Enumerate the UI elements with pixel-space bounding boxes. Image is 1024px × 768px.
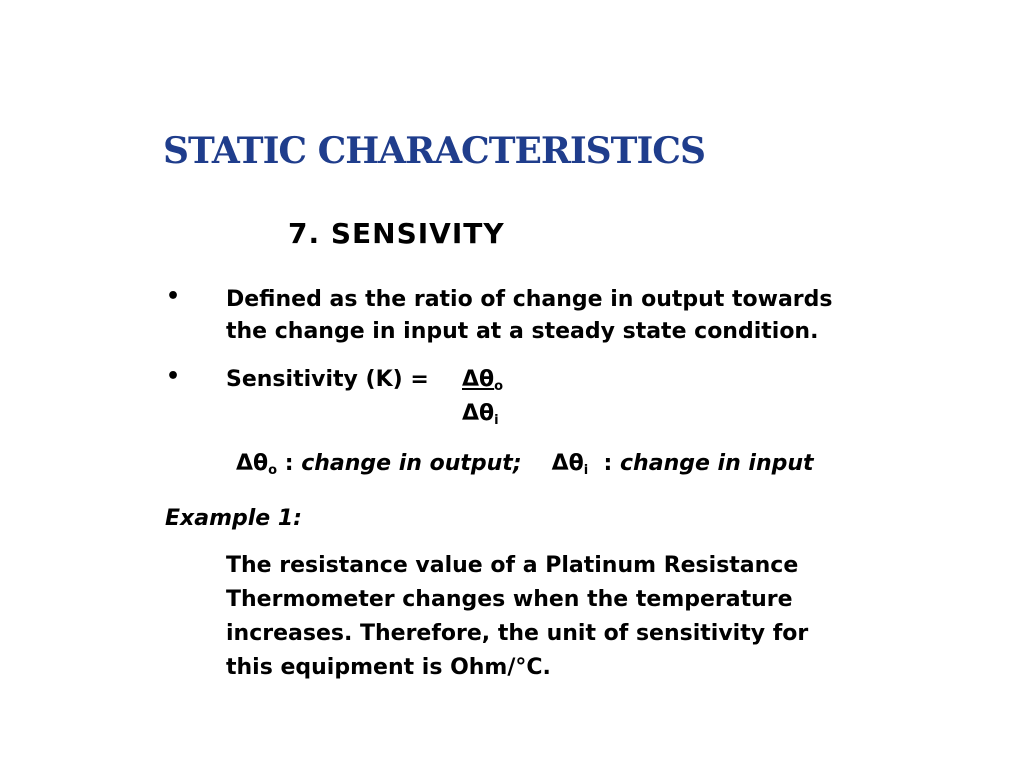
definition-line: the change in input at a steady state condition. <box>226 319 819 344</box>
output-subscript: o <box>268 463 278 478</box>
output-symbol: Δθ <box>236 451 269 476</box>
example-line: increases. Therefore, the unit of sensitivity for <box>226 621 809 646</box>
denominator-symbol: Δθ <box>462 401 495 426</box>
formula-denominator <box>462 398 499 430</box>
definition-text <box>226 284 832 348</box>
definition-line: Defined as the ratio of change in output towards <box>226 287 833 312</box>
sensitivity-label: Sensitivity (K) = <box>226 367 429 392</box>
example-body <box>226 549 808 685</box>
input-symbol: Δθ <box>551 451 584 476</box>
formula-numerator <box>462 364 503 396</box>
formula-legend <box>236 448 814 480</box>
output-separator: : <box>277 451 302 476</box>
input-separator: : <box>588 451 621 476</box>
example-heading: Example 1: <box>165 506 302 531</box>
bullet-icon: • <box>166 364 181 389</box>
numerator-subscript: o <box>494 379 504 394</box>
input-subscript: i <box>583 463 589 478</box>
input-description: change in input <box>620 451 814 476</box>
bullet-icon: • <box>166 284 181 309</box>
numerator-symbol: Δθ <box>462 367 495 392</box>
example-line: this equipment is Ohm/°C. <box>226 655 551 680</box>
slide-title: STATIC CHARACTERISTICS <box>163 130 705 172</box>
output-description: change in output; <box>301 451 522 476</box>
example-line: Thermometer changes when the temperature <box>226 587 793 612</box>
example-line: The resistance value of a Platinum Resistance <box>226 553 799 578</box>
section-heading: 7. SENSIVITY <box>288 217 505 250</box>
denominator-subscript: i <box>494 413 499 428</box>
